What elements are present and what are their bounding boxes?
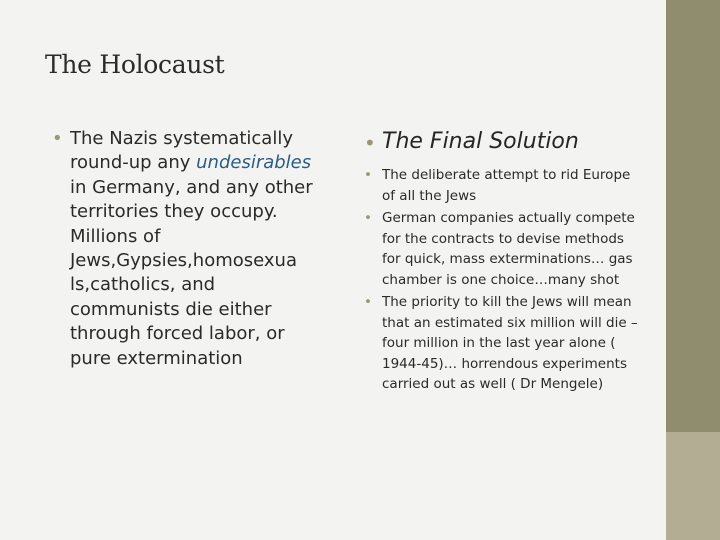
slide-title: The Holocaust	[45, 50, 225, 79]
right-bullet-item	[364, 165, 639, 206]
left-bullet-item	[52, 127, 330, 371]
right-bullet-item	[364, 208, 639, 290]
left-bullet-text	[70, 127, 330, 371]
bullet-icon: •	[364, 210, 372, 226]
right-heading-text: The Final Solution	[382, 129, 579, 154]
bullet-icon: •	[364, 294, 372, 310]
right-bullet-text: German companies actually compete for the contracts to devise methods for quick, mass exterminations… gas chamber is one choice…many shot	[382, 210, 635, 288]
left-text-end: in Germany, and any other territories they occupy. Millions of Jews,Gypsies,homosexua ls,catholics, and communists die either through forced labor, or pure extermination	[70, 176, 313, 369]
left-text-start: The Nazis systematically round-up any	[70, 128, 293, 174]
bullet-icon: •	[52, 128, 63, 149]
bullet-icon: •	[364, 131, 376, 155]
left-column	[52, 127, 330, 371]
bullet-icon: •	[364, 167, 372, 183]
right-heading-item	[364, 127, 639, 157]
side-decor-accent	[666, 432, 720, 540]
emphasis-undesirables: undesirables	[196, 152, 312, 174]
right-bullet-text: The deliberate attempt to rid Europe of all the Jews	[382, 167, 631, 204]
right-column	[364, 127, 639, 397]
right-bullet-item	[364, 292, 639, 395]
right-bullet-text: The priority to kill the Jews will mean that an estimated six million will die – four million in the last year alone ( 1944-45)… horrendous experiments carried out as well ( Dr Mengele)	[382, 294, 638, 392]
